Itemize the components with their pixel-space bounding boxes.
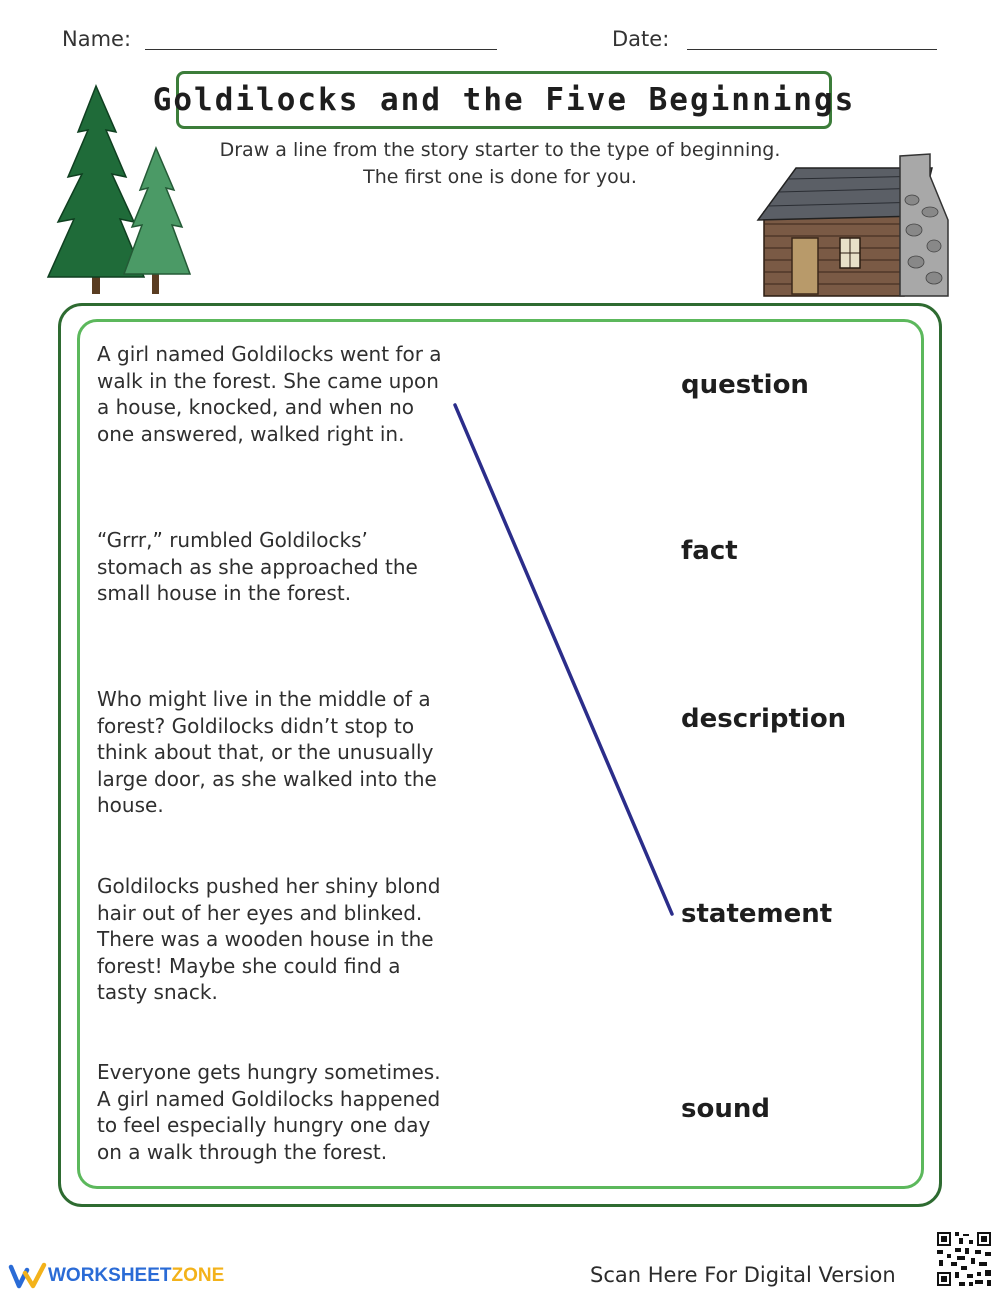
type-description[interactable]: description	[681, 704, 847, 734]
date-field[interactable]	[687, 49, 937, 50]
title-box	[152, 71, 856, 129]
starter-line: to feel especially hungry one day	[97, 1113, 431, 1137]
starter-line: tasty snack.	[97, 980, 218, 1004]
type-fact[interactable]: fact	[681, 536, 738, 566]
starter-line: small house in the forest.	[97, 581, 352, 605]
scan-caption: Scan Here For Digital Version	[590, 1263, 896, 1287]
starter-line: forest! Maybe she could find a	[97, 953, 401, 978]
date-label: Date:	[612, 27, 670, 51]
starter-line: “Grrr,” rumbled Goldilocks’	[97, 528, 368, 552]
w-logo-icon	[8, 1261, 48, 1291]
starter-line: on a walk through the forest.	[97, 1139, 388, 1164]
starter-line: house.	[97, 793, 164, 817]
name-field[interactable]	[145, 49, 497, 50]
instructions-line-1: Draw a line from the story starter to the type of beginning.	[219, 139, 781, 161]
worksheetzone-logo[interactable]	[8, 1258, 224, 1294]
starter-line: Who might live in the middle of a	[97, 687, 431, 711]
story-starter-5[interactable]	[97, 1059, 487, 1165]
qr-code-icon[interactable]	[935, 1230, 993, 1288]
starter-line: one answered, walked right in.	[97, 421, 405, 446]
worksheet-title: Goldilocks and the Five Beginnings	[152, 82, 856, 118]
starter-line: Goldilocks pushed her shiny blond	[97, 874, 441, 898]
starter-line: walk in the forest. She came upon	[97, 368, 439, 393]
starter-line: think about that, or the unusually	[97, 740, 434, 764]
story-starter-2[interactable]	[97, 527, 487, 607]
starter-line: Everyone gets hungry sometimes.	[97, 1060, 441, 1084]
starter-line: There was a wooden house in the	[97, 927, 434, 951]
type-sound[interactable]: sound	[681, 1094, 770, 1124]
brand-name-part2: ZONE	[171, 1265, 225, 1286]
brand-name-part1: WORKSHEET	[48, 1265, 172, 1286]
starter-line: forest? Goldilocks didn’t stop to	[97, 713, 415, 738]
starter-line: A girl named Goldilocks happened	[97, 1086, 441, 1111]
starter-line: large door, as she walked into the	[97, 766, 437, 791]
type-question[interactable]: question	[681, 370, 809, 400]
story-starter-3[interactable]	[97, 686, 487, 819]
instructions-line-2: The first one is done for you.	[363, 166, 637, 188]
starter-line: stomach as she approached the	[97, 554, 418, 579]
story-starter-1[interactable]	[97, 341, 487, 447]
story-starter-4[interactable]	[97, 873, 487, 1006]
starter-line: A girl named Goldilocks went for a	[97, 342, 442, 366]
starter-line: hair out of her eyes and blinked.	[97, 900, 423, 925]
type-statement[interactable]: statement	[681, 899, 833, 929]
starter-line: a house, knocked, and when no	[97, 395, 414, 419]
name-label: Name:	[62, 27, 132, 51]
